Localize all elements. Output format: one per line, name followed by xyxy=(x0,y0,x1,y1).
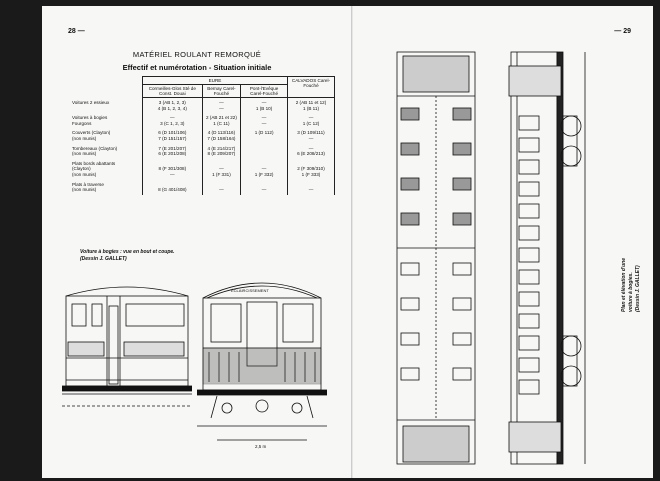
window xyxy=(126,304,184,326)
table-row xyxy=(70,98,335,114)
table-cell xyxy=(143,144,203,159)
cell-line: — xyxy=(308,145,314,151)
caption-line: (Dessin J. GALLET) xyxy=(80,256,127,262)
page-number-right: — 29 xyxy=(614,28,631,35)
window xyxy=(519,116,539,130)
table-cell xyxy=(287,159,334,180)
table-cell xyxy=(143,98,203,114)
chassis xyxy=(557,52,563,464)
seat xyxy=(453,143,471,155)
car-side xyxy=(511,52,557,464)
cell-line: Plats bords abattants xyxy=(72,160,116,166)
seat xyxy=(401,213,419,225)
window xyxy=(211,304,241,342)
cell-line: — xyxy=(219,100,224,105)
table-row xyxy=(70,159,335,180)
cell-line: 8 (E 209/207) xyxy=(207,151,236,157)
seat xyxy=(68,342,104,356)
table-row xyxy=(70,113,335,128)
section-drawing xyxy=(62,276,192,426)
table-cell xyxy=(202,113,241,128)
cell-line: 1 (D 112) xyxy=(254,130,274,136)
cell-line: 2 (AB 11 et 12) xyxy=(295,100,327,105)
cell-line: 8 (G 401/408) xyxy=(158,187,187,193)
cell-line xyxy=(72,105,140,111)
dimension-label: 2,5 m xyxy=(255,444,267,449)
cell-line: 7 (D 158/164) xyxy=(207,135,236,141)
cell-line: — xyxy=(308,135,314,141)
table-cell xyxy=(287,180,334,195)
cell-line: 2 (F 309/310) xyxy=(297,166,325,172)
cell-line: 1 (F 331) xyxy=(212,171,231,177)
table-cell xyxy=(241,98,288,114)
cell-line: — xyxy=(219,105,224,111)
table-cell xyxy=(287,144,334,159)
cell-line: Couverts (Clayton) xyxy=(72,130,111,136)
cell-line: — xyxy=(261,187,267,193)
seat xyxy=(453,108,471,120)
table-cell xyxy=(287,128,334,143)
right-page xyxy=(353,6,653,478)
cell-line: 4 (D 113/116) xyxy=(207,130,236,136)
page-title: MATÉRIEL ROULANT REMORQUÉ xyxy=(132,50,262,59)
cell-line: (non munis) xyxy=(72,171,97,177)
window xyxy=(283,304,313,342)
cell-line: 1 (B 10) xyxy=(255,105,273,111)
rolling-stock-table xyxy=(70,76,335,195)
row-label xyxy=(70,98,143,114)
table-cell xyxy=(143,113,203,128)
cell-line: 1 (C 12) xyxy=(302,120,320,126)
table-cell xyxy=(202,144,241,159)
table-cell xyxy=(202,180,241,195)
table-cell xyxy=(241,159,288,180)
buffer xyxy=(222,403,232,413)
table-row xyxy=(70,128,335,143)
table-cell xyxy=(202,128,241,143)
cell-line: — xyxy=(170,115,175,121)
row-label xyxy=(70,128,143,143)
table-cell xyxy=(241,128,288,143)
table-cell xyxy=(143,159,203,180)
cell-line: 3 (D 109/111) xyxy=(297,130,325,136)
end-view-label: ÉCLAIRCISSEMENT xyxy=(231,288,269,293)
cell-line: — xyxy=(170,171,175,177)
cell-line: 6 (E 201/208) xyxy=(158,151,187,157)
plan-caption xyxy=(621,242,642,312)
table-row xyxy=(70,144,335,159)
cell-line: — xyxy=(261,166,267,172)
cell-line: (non munis) xyxy=(72,135,97,141)
railing xyxy=(203,348,321,384)
table-cell xyxy=(241,113,288,128)
platform xyxy=(403,426,469,462)
table-col-header: Pont-l'Evêque Carel-Fouché xyxy=(241,85,288,98)
cell-line xyxy=(243,151,285,157)
cell-line: 3 (AB 1, 2, 3) xyxy=(158,100,186,105)
cell-line: — xyxy=(261,115,267,121)
table-group-header: EURE xyxy=(143,77,288,85)
cell-line: 7 (E 201/207) xyxy=(158,145,187,151)
seat xyxy=(401,143,419,155)
cell-line: — xyxy=(219,187,224,193)
seat xyxy=(453,213,471,225)
page-subtitle: Effectif et numérotation - Situation initiale xyxy=(122,63,272,72)
table-col-header: Bernay Carel-Fouché xyxy=(202,85,241,98)
cell-line: 2 (AB 21 et 22) xyxy=(205,115,237,121)
table-cell xyxy=(241,180,288,195)
window xyxy=(72,304,86,326)
drawing-caption xyxy=(80,249,175,263)
table-corner xyxy=(70,77,143,98)
table-cell xyxy=(241,144,288,159)
table-cell xyxy=(287,113,334,128)
left-page xyxy=(42,6,352,478)
table-cell xyxy=(202,98,241,114)
cell-line: 6 (E 208/213) xyxy=(297,151,325,157)
caption-line: Plan et élévation d'une voiture à bogies. xyxy=(621,258,634,312)
roof-curve xyxy=(66,287,188,296)
cell-line: 1 (B 11) xyxy=(302,105,319,111)
cell-line: 7 (D 151/157) xyxy=(158,135,187,141)
cell-line: Tombereaux (Clayton) xyxy=(72,145,118,151)
cell-line: 4 (E 214/217) xyxy=(207,145,236,151)
plan-drawing xyxy=(393,48,479,468)
table-cell xyxy=(202,159,241,180)
cell-line: (Clayton) xyxy=(72,166,91,172)
caption-line: (Dessin J. GALLET) xyxy=(635,265,641,312)
cell-line: — xyxy=(261,120,267,126)
cell-line: Voitures à bogies xyxy=(72,115,108,121)
row-label xyxy=(70,159,143,180)
table-cell xyxy=(287,98,334,114)
seat xyxy=(124,342,184,356)
cell-line: — xyxy=(219,166,224,172)
table-col-header: Cormeilles-Glos Sté de Const. Douai xyxy=(143,85,203,98)
caption-line: Voiture à bogies : vue en bout et coupe. xyxy=(80,249,175,255)
cell-line: Voitures 2 essieux xyxy=(72,99,110,105)
coupler xyxy=(256,400,268,412)
seat xyxy=(401,108,419,120)
table-col-header: CALVADOS Carel-Fouché xyxy=(287,77,334,98)
row-label xyxy=(70,180,143,195)
cell-line: (non munis) xyxy=(72,187,97,193)
buffer xyxy=(292,403,302,413)
window xyxy=(92,304,102,326)
cell-line: Fourgons xyxy=(72,120,92,126)
cell-line xyxy=(243,136,285,142)
page-number-left: 28 — xyxy=(68,28,85,35)
cell-line: 1 (F 332) xyxy=(254,171,274,177)
cell-line: 3 (C 1, 2, 3) xyxy=(160,120,185,126)
cell-line: 6 (D 101/106) xyxy=(158,130,187,136)
row-label xyxy=(70,144,143,159)
cell-line: — xyxy=(308,187,314,193)
cell-line: 1 (C 11) xyxy=(213,120,230,126)
platform xyxy=(403,56,469,92)
car-section xyxy=(66,296,188,386)
row-label xyxy=(70,113,143,128)
end-view-drawing xyxy=(197,268,327,458)
table-body xyxy=(70,98,335,195)
bogie xyxy=(561,116,581,166)
table-cell xyxy=(143,180,203,195)
cell-line: — xyxy=(308,115,314,121)
cell-line: (non munis) xyxy=(72,151,97,157)
cell-line: 4 (B 1, 2, 3, 4) xyxy=(157,105,187,111)
cell-line: 8 (F 301/308) xyxy=(158,166,187,172)
cell-line: 1 (F 333) xyxy=(301,171,321,177)
door xyxy=(109,306,118,384)
seat xyxy=(401,178,419,190)
cell-line: — xyxy=(261,100,267,105)
seat xyxy=(453,178,471,190)
table-row xyxy=(70,180,335,195)
table-cell xyxy=(143,128,203,143)
cell-line: Plats à traverse xyxy=(72,181,104,187)
bogie xyxy=(561,336,581,386)
elevation-drawing xyxy=(501,46,591,470)
